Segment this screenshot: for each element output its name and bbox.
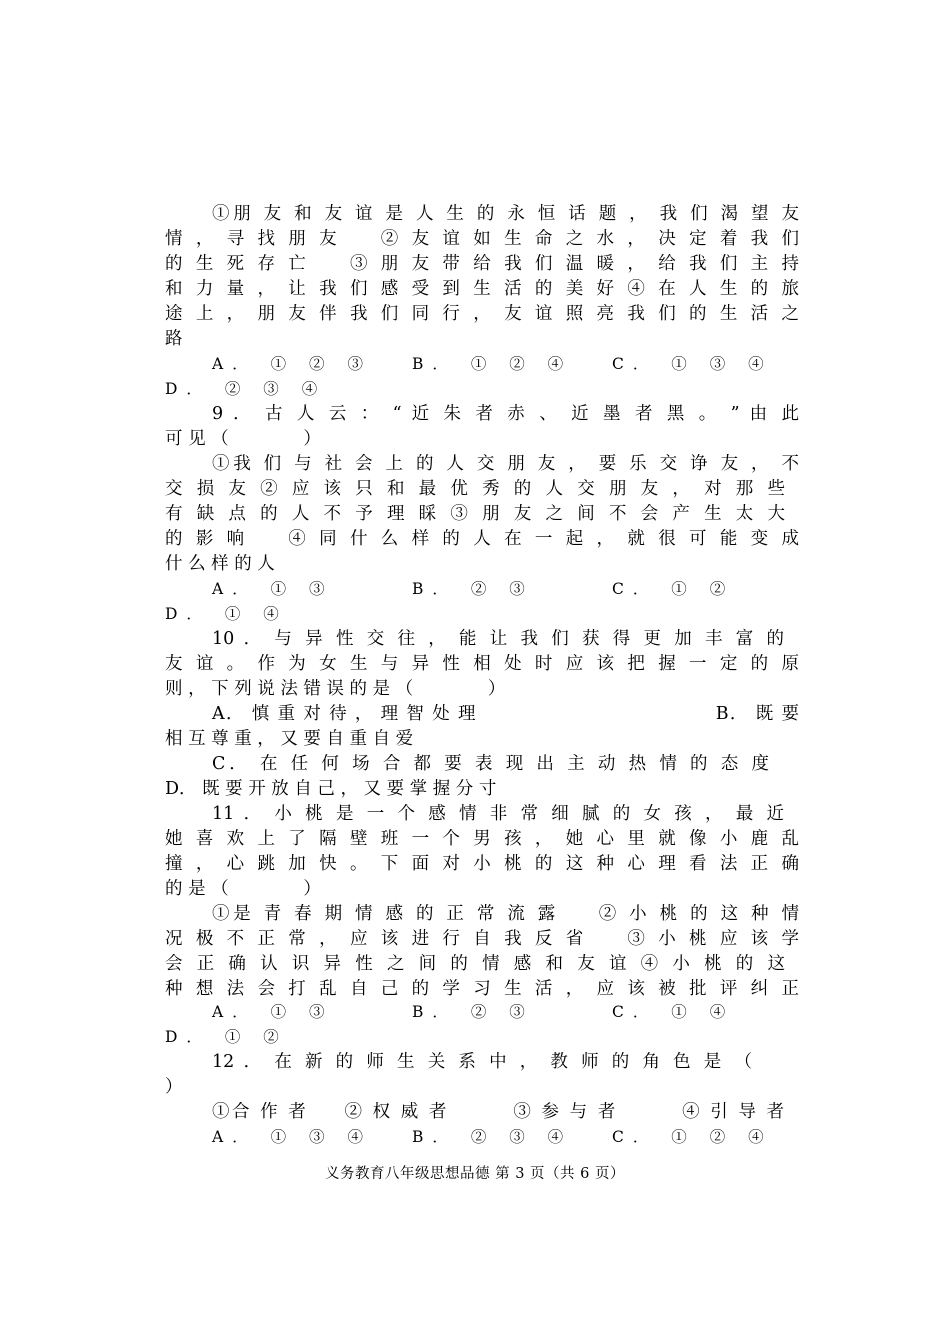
choice-c: C． ① ② — [612, 580, 735, 598]
choice-a: A． ① ② ③ — [212, 355, 372, 373]
choice-b: B． ② ③ — [412, 1003, 534, 1021]
question-9-statements-line-2: 交 损 友 ② 应 该 只 和 最 优 秀 的 人 交 朋 友 ， 对 那 些 — [165, 479, 785, 499]
question-10-choice-a-b: A． 慎 重 对 待 ， 理 智 处 理 B． 既 要 — [212, 704, 799, 724]
question-9-stem-line-2: 可 见 （ ） — [165, 429, 321, 449]
question-8-choices — [212, 352, 799, 377]
choice-c: C． ① ④ — [612, 1003, 735, 1021]
question-11-stem-line-3: 撞 ， 心 跳 加 快 。 下 面 对 小 桃 的 这 种 心 理 看 法 正 确 — [165, 854, 799, 874]
question-9-stem-line-1: 9 ． 古 人 云 ： “ 近 朱 者 赤 、 近 墨 者 黑 。 ” 由 此 — [212, 404, 799, 424]
question-8-statements-line-2: 情 ， 寻 找 朋 友 ② 友 谊 如 生 命 之 水 ， 决 定 着 我 们 — [165, 229, 799, 249]
question-11-statements-line-2: 况 极 不 正 常 ， 应 该 进 行 自 我 反 省 ③ 小 桃 应 该 学 — [165, 929, 799, 949]
question-11-stem-line-2: 她 喜 欢 上 了 隔 壁 班 一 个 男 孩 ， 她 心 里 就 像 小 鹿 乱 — [165, 829, 799, 849]
question-12-choices — [212, 1125, 799, 1150]
question-9-statements-line-3: 有 缺 点 的 人 不 予 理 睬 ③ 朋 友 之 间 不 会 产 生 太 大 — [165, 504, 785, 524]
choice-b: B． ② ③ ④ — [412, 1128, 573, 1146]
question-8-statements-line-1: ①朋 友 和 友 谊 是 人 生 的 永 恒 话 题 ， 我 们 渴 望 友 — [212, 204, 799, 224]
question-11-choice-d: D． ① ② — [165, 1028, 288, 1046]
question-9-statements-line-1: ①我 们 与 社 会 上 的 人 交 朋 友 ， 要 乐 交 诤 友 ， 不 — [212, 454, 799, 474]
choice-c: C． ① ③ ④ — [612, 355, 773, 373]
question-12-stem-line-2: ） — [165, 1077, 183, 1097]
question-8-statements-line-3: 的 生 死 存 亡 ③ 朋 友 带 给 我 们 温 暖 ， 给 我 们 主 持 — [165, 254, 799, 274]
question-10-stem-line-3: 则 ， 下 列 说 法 错 误 的 是 （ ） — [165, 679, 506, 699]
question-9-statements-line-5: 什 么 样 的 人 — [165, 554, 275, 574]
question-11-stem-line-4: 的 是 （ ） — [165, 879, 321, 899]
question-10-choice-c: C． 在 任 何 场 合 都 要 表 现 出 主 动 热 情 的 态 度 — [212, 754, 769, 774]
question-8-statements-line-5: 途 上 ， 朋 友 伴 我 们 同 行 ， 友 谊 照 亮 我 们 的 生 活 之 — [165, 304, 799, 324]
question-9-statements-line-4: 的 影 响 ④ 同 什 么 样 的 人 在 一 起 ， 就 很 可 能 变 成 — [165, 529, 799, 549]
choice-c: C． ① ② ④ — [612, 1128, 773, 1146]
question-11-choices — [212, 1000, 799, 1025]
question-10-stem-line-1: 10 ． 与 异 性 交 往 ， 能 让 我 们 获 得 更 加 丰 富 的 — [212, 629, 784, 649]
question-12-stem-line-1: 12 ． 在 新 的 师 生 关 系 中 ， 教 师 的 角 色 是 （ — [212, 1052, 752, 1072]
question-8-choice-d: D． ② ③ ④ — [165, 380, 327, 398]
question-9-choice-d: D． ① ④ — [165, 605, 288, 623]
choice-b: B． ② ③ — [412, 580, 534, 598]
question-11-statements-line-4: 种 想 法 会 打 乱 自 己 的 学 习 生 活 ， 应 该 被 批 评 纠 正 — [165, 979, 799, 999]
choice-a: A． ① ③ — [212, 1003, 334, 1021]
page-footer: 义务教育八年级思想品德 第 3 页（共 6 页） — [325, 1166, 625, 1182]
choice-b: B． ① ② ④ — [412, 355, 573, 373]
choice-a: A． ① ③ ④ — [212, 1128, 372, 1146]
question-10-choice-d: D． 既 要 开 放 自 己 ， 又 要 掌 握 分 寸 — [165, 779, 497, 799]
question-8-statements-line-4: 和 力 量 ， 让 我 们 感 受 到 生 活 的 美 好 ④ 在 人 生 的 旅 — [165, 279, 799, 299]
question-10-choice-b-cont: 相 互 尊 重 ， 又 要 自 重 自 爱 — [165, 729, 414, 749]
question-11-statements-line-3: 会 正 确 认 识 异 性 之 间 的 情 感 和 友 谊 ④ 小 桃 的 这 — [165, 954, 785, 974]
question-10-stem-line-2: 友 谊 。 作 为 女 生 与 异 性 相 处 时 应 该 把 握 一 定 的 原 — [165, 654, 799, 674]
question-9-choices — [212, 577, 799, 602]
question-11-statements-line-1: ①是 青 春 期 情 感 的 正 常 流 露 ② 小 桃 的 这 种 情 — [212, 904, 799, 924]
choice-a: A． ① ③ — [212, 580, 334, 598]
question-11-stem-line-1: 11 ． 小 桃 是 一 个 感 情 非 常 细 腻 的 女 孩 ， 最 近 — [212, 804, 784, 824]
question-12-statements: ①合 作 者 ② 权 威 者 ③ 参 与 者 ④ 引 导 者 — [212, 1102, 784, 1122]
question-8-statements-line-6: 路 — [165, 329, 183, 349]
